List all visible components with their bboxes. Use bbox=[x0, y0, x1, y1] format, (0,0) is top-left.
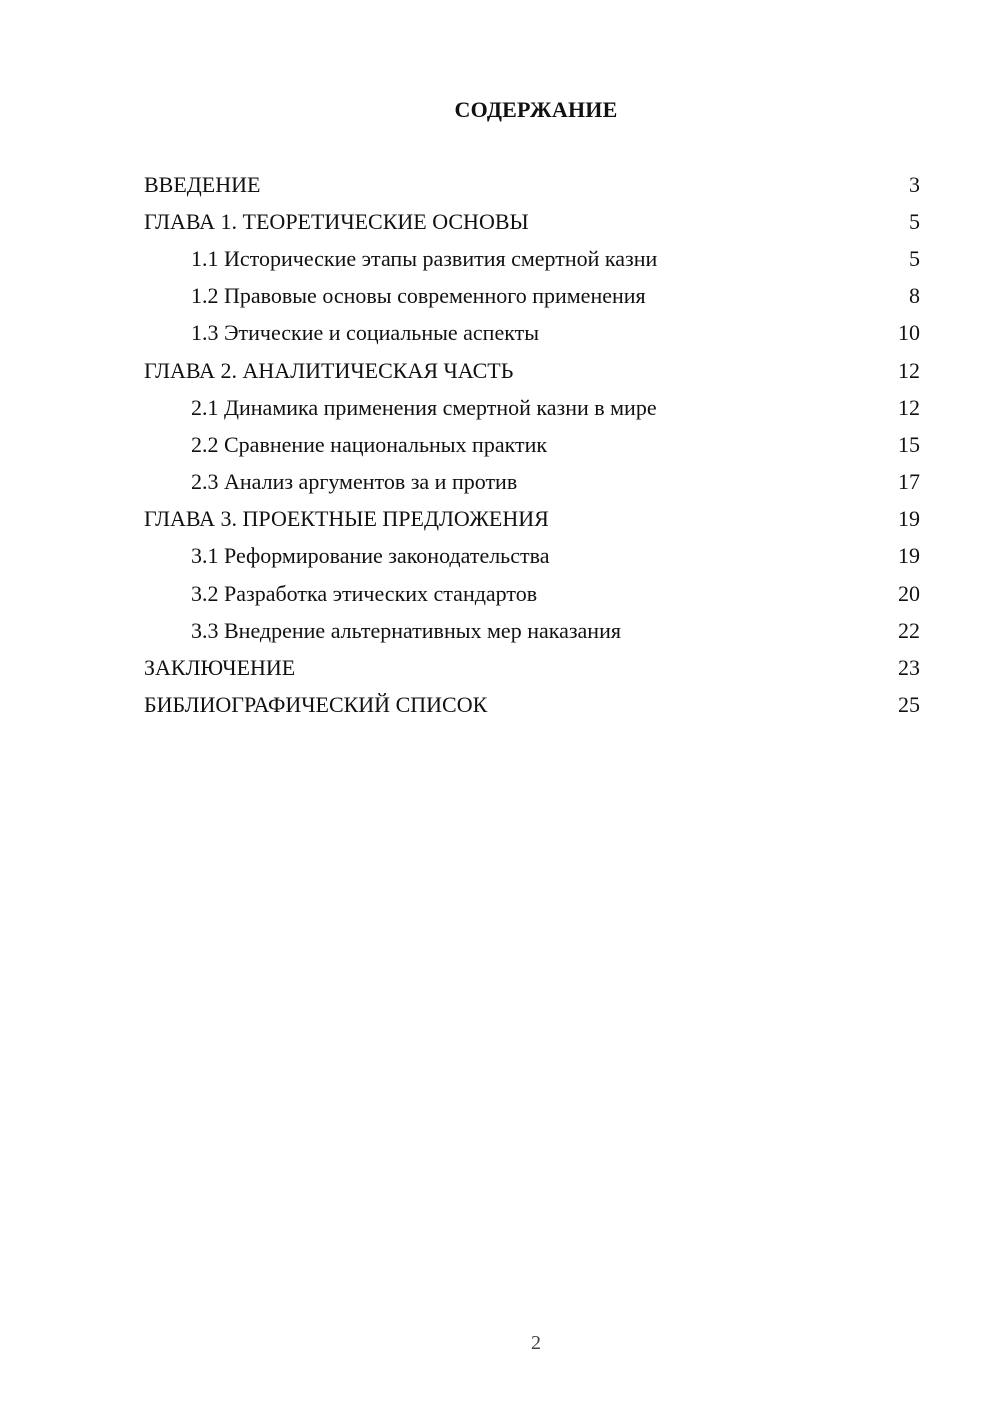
toc-entry-page: 19 bbox=[898, 543, 920, 569]
page-number: 2 bbox=[531, 1332, 541, 1354]
toc-entry-label: 2.1 Динамика применения смертной казни в мире bbox=[191, 394, 657, 420]
toc-entry-label: 3.2 Разработка этических стандартов bbox=[191, 580, 538, 606]
toc-subentry bbox=[144, 538, 920, 575]
toc-entry-page: 12 bbox=[898, 357, 920, 383]
toc-entry bbox=[144, 687, 920, 724]
toc-entry bbox=[144, 501, 920, 538]
toc-entry bbox=[144, 352, 920, 389]
toc-entry-label: 3.1 Реформирование законодательства bbox=[191, 543, 550, 569]
toc-entry-label: 2.3 Анализ аргументов за и против bbox=[191, 469, 518, 495]
table-of-contents bbox=[144, 166, 920, 724]
page-title: СОДЕРЖАНИЕ bbox=[454, 97, 618, 122]
toc-entry-label: 1.2 Правовые основы современного применения bbox=[191, 283, 646, 309]
toc-entry-page: 3 bbox=[909, 171, 920, 197]
toc-subentry bbox=[144, 315, 920, 352]
toc-entry-page: 25 bbox=[898, 692, 920, 718]
toc-entry-label: ЗАКЛЮЧЕНИЕ bbox=[144, 655, 296, 681]
toc-entry-page: 23 bbox=[898, 655, 920, 681]
toc-entry-page: 5 bbox=[909, 245, 920, 271]
toc-entry-page: 19 bbox=[898, 506, 920, 532]
toc-entry-page: 22 bbox=[898, 617, 920, 643]
toc-entry-label: 1.3 Этические и социальные аспекты bbox=[191, 320, 540, 346]
toc-entry-label: 3.3 Внедрение альтернативных мер наказания bbox=[191, 617, 621, 643]
toc-entry-label: ГЛАВА 3. ПРОЕКТНЫЕ ПРЕДЛОЖЕНИЯ bbox=[144, 506, 549, 532]
toc-entry-page: 15 bbox=[898, 431, 920, 457]
toc-subentry bbox=[144, 426, 920, 463]
toc-subentry bbox=[144, 575, 920, 612]
toc-entry bbox=[144, 203, 920, 240]
toc-entry-page: 10 bbox=[898, 320, 920, 346]
toc-entry-page: 8 bbox=[909, 283, 920, 309]
toc-entry-label: ГЛАВА 2. АНАЛИТИЧЕСКАЯ ЧАСТЬ bbox=[144, 357, 514, 383]
toc-entry-label: БИБЛИОГРАФИЧЕСКИЙ СПИСОК bbox=[144, 692, 488, 718]
toc-entry-page: 5 bbox=[909, 208, 920, 234]
toc-subentry bbox=[144, 240, 920, 277]
toc-entry-label: 1.1 Исторические этапы развития смертной казни bbox=[191, 245, 658, 271]
toc-entry-label: ВВЕДЕНИЕ bbox=[144, 171, 261, 197]
toc-entry-page: 20 bbox=[898, 580, 920, 606]
toc-entry-label: 2.2 Сравнение национальных практик bbox=[191, 431, 548, 457]
toc-entry-page: 17 bbox=[898, 469, 920, 495]
toc-entry bbox=[144, 166, 920, 203]
toc-subentry bbox=[144, 278, 920, 315]
toc-subentry bbox=[144, 612, 920, 649]
toc-entry bbox=[144, 649, 920, 686]
toc-subentry bbox=[144, 389, 920, 426]
toc-entry-label: ГЛАВА 1. ТЕОРЕТИЧЕСКИЕ ОСНОВЫ bbox=[144, 208, 529, 234]
toc-entry-page: 12 bbox=[898, 394, 920, 420]
toc-subentry bbox=[144, 464, 920, 501]
